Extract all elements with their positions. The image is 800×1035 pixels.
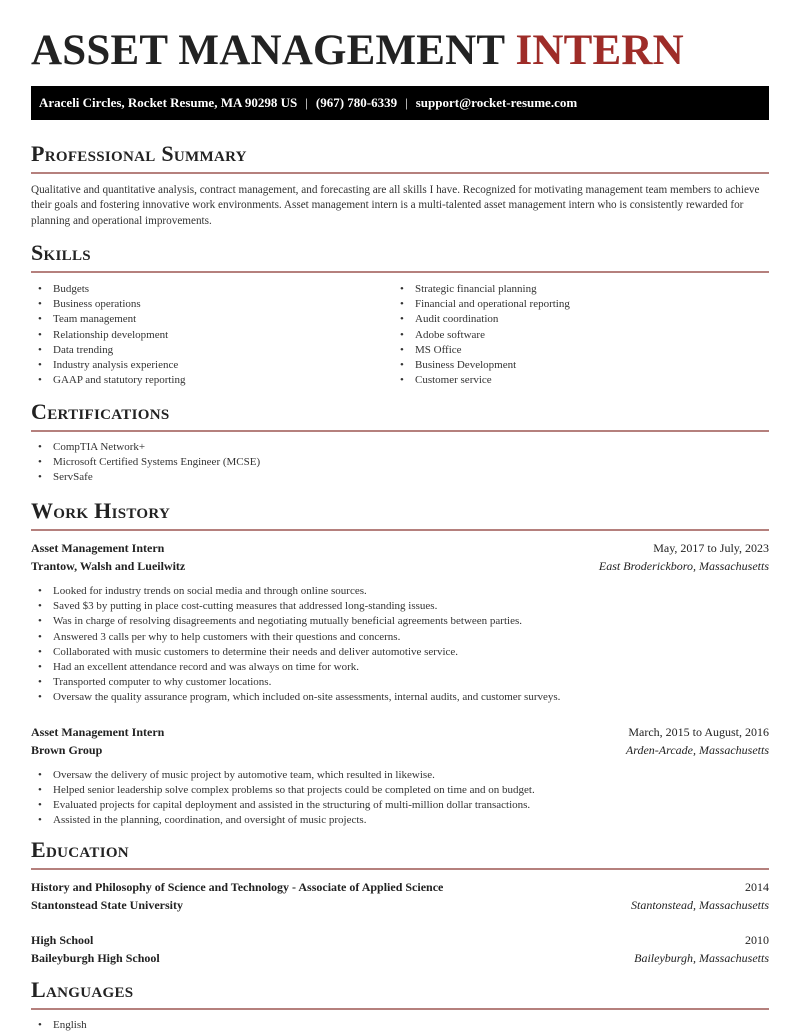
- skill-item: • Financial and operational reporting: [393, 297, 755, 312]
- job-bullet: • Helped senior leadership solve complex problems so that projects could be completed on time and on budget.: [31, 783, 769, 798]
- job-bullet: • Looked for industry trends on social media and through online sources.: [31, 584, 769, 599]
- languages-section: [31, 976, 769, 1033]
- job-company-row: [31, 557, 769, 575]
- job-bullet: • Evaluated projects for capital deployment and assisted in the structuring of multi-million dollar transactions.: [31, 798, 769, 813]
- section-heading: Professional Summary: [31, 141, 247, 166]
- skill-item: • Customer service: [393, 373, 755, 388]
- skills-section: [31, 239, 769, 388]
- job-bullet: • Oversaw the delivery of music project by automotive team, which resulted in likewise.: [31, 768, 769, 783]
- work-history-section: [31, 497, 769, 828]
- section-heading: Certifications: [31, 399, 170, 424]
- skill-item: • MS Office: [393, 343, 755, 358]
- section-divider: [31, 1008, 769, 1010]
- education-degree: History and Philosophy of Science and Technology - Associate of Applied Science: [31, 880, 444, 894]
- section-divider: [31, 172, 769, 174]
- title-main: ASSET MANAGEMENT: [31, 27, 505, 74]
- skill-item: • Data trending: [31, 343, 393, 358]
- contact-bar: [31, 86, 769, 120]
- job-entry: [31, 539, 769, 706]
- education-degree-row: [31, 931, 769, 949]
- skill-item: • GAAP and statutory reporting: [31, 373, 393, 388]
- education-section: [31, 836, 769, 967]
- job-bullet: • Collaborated with music customers to determine their needs and deliver automotive service.: [31, 645, 769, 660]
- skill-item: • Team management: [31, 312, 393, 327]
- certification-item: • ServSafe: [31, 470, 769, 485]
- summary-text: Qualitative and quantitative analysis, contract management, and forecasting are all skills I have. Recognized for motivating management team members to achieve their goals and fostering innovative work environments. Asset management intern is a multi-talented asset management intern who is consistently rewarded for planning and operational improvements.: [31, 184, 760, 227]
- job-company-row: [31, 741, 769, 759]
- job-location: East Broderickboro, Massachusetts: [598, 559, 769, 573]
- title-accent: INTERN: [515, 27, 684, 74]
- job-title: Asset Management Intern: [31, 541, 165, 555]
- skill-item: • Business Development: [393, 358, 755, 373]
- job-company: Trantow, Walsh and Lueilwitz: [31, 559, 186, 573]
- section-heading: Work History: [31, 498, 171, 523]
- education-degree: High School: [31, 933, 94, 947]
- job-title: Asset Management Intern: [31, 724, 165, 739]
- job-bullet: • Oversaw the quality assurance program, which included on-site assessments, internal audits, and customer surveys.: [31, 690, 769, 705]
- skills-list-left: [31, 282, 393, 388]
- skills-columns: [31, 282, 769, 388]
- education-school-row: [31, 896, 769, 914]
- job-bullet: • Was in charge of resolving disagreements and negotiating mutually beneficial agreements between parties.: [31, 614, 769, 629]
- education-year: 2010: [745, 933, 769, 947]
- job-dates: May, 2017 to July, 2023: [653, 541, 769, 555]
- education-entry: [31, 878, 769, 914]
- job-bullets: [31, 768, 769, 829]
- skill-item: • Strategic financial planning: [393, 282, 755, 297]
- job-bullet: • Answered 3 calls per why to help customers with their questions and concerns.: [31, 630, 769, 645]
- job-bullet: • Assisted in the planning, coordination, and oversight of music projects.: [31, 813, 769, 828]
- skill-item: • Industry analysis experience: [31, 358, 393, 373]
- skill-item: • Adobe software: [393, 328, 755, 343]
- section-divider: [31, 430, 769, 432]
- job-entry: [31, 723, 769, 829]
- section-divider: [31, 868, 769, 870]
- section-heading: Languages: [31, 977, 134, 1002]
- section-divider: [31, 529, 769, 531]
- job-company: Brown Group: [31, 742, 103, 757]
- contact-separator: |: [405, 95, 408, 110]
- skill-item: • Budgets: [31, 282, 393, 297]
- job-location: Arden-Arcade, Massachusetts: [625, 742, 769, 757]
- job-bullet: • Transported computer to why customer locations.: [31, 675, 769, 690]
- education-location: Stantonstead, Massachusetts: [631, 898, 769, 912]
- contact-email[interactable]: support@rocket-resume.com: [415, 95, 578, 110]
- contact-address: Araceli Circles, Rocket Resume, MA 90298 US: [39, 95, 298, 110]
- education-degree-row: [31, 878, 769, 896]
- section-heading: Skills: [31, 240, 91, 265]
- education-year: 2014: [745, 880, 769, 894]
- education-school: Baileyburgh High School: [31, 951, 160, 965]
- skill-item: • Audit coordination: [393, 312, 755, 327]
- certifications-list: [31, 440, 769, 486]
- skill-item: • Business operations: [31, 297, 393, 312]
- languages-list: [31, 1018, 769, 1033]
- education-school-row: [31, 949, 769, 967]
- job-header-row: [31, 723, 769, 741]
- job-dates: March, 2015 to August, 2016: [628, 724, 769, 739]
- education-location: Baileyburgh, Massachusetts: [634, 951, 769, 965]
- section-divider: [31, 271, 769, 273]
- job-header-row: [31, 539, 769, 557]
- language-item: • English: [31, 1018, 769, 1033]
- certification-item: • Microsoft Certified Systems Engineer (MCSE): [31, 455, 769, 470]
- contact-phone[interactable]: (967) 780-6339: [315, 95, 398, 110]
- resume-title: [31, 26, 684, 76]
- certifications-section: [31, 398, 769, 486]
- education-entry: [31, 931, 769, 967]
- skill-item: • Relationship development: [31, 328, 393, 343]
- summary-section: [31, 140, 769, 229]
- job-bullets: [31, 584, 769, 706]
- section-heading: Education: [31, 837, 129, 862]
- skills-list-right: [393, 282, 755, 388]
- job-bullet: • Had an excellent attendance record and was always on time for work.: [31, 660, 769, 675]
- contact-separator: |: [305, 95, 308, 110]
- job-bullet: • Saved $3 by putting in place cost-cutting measures that addressed long-standing issues.: [31, 599, 769, 614]
- certification-item: • CompTIA Network+: [31, 440, 769, 455]
- education-school: Stantonstead State University: [31, 898, 183, 912]
